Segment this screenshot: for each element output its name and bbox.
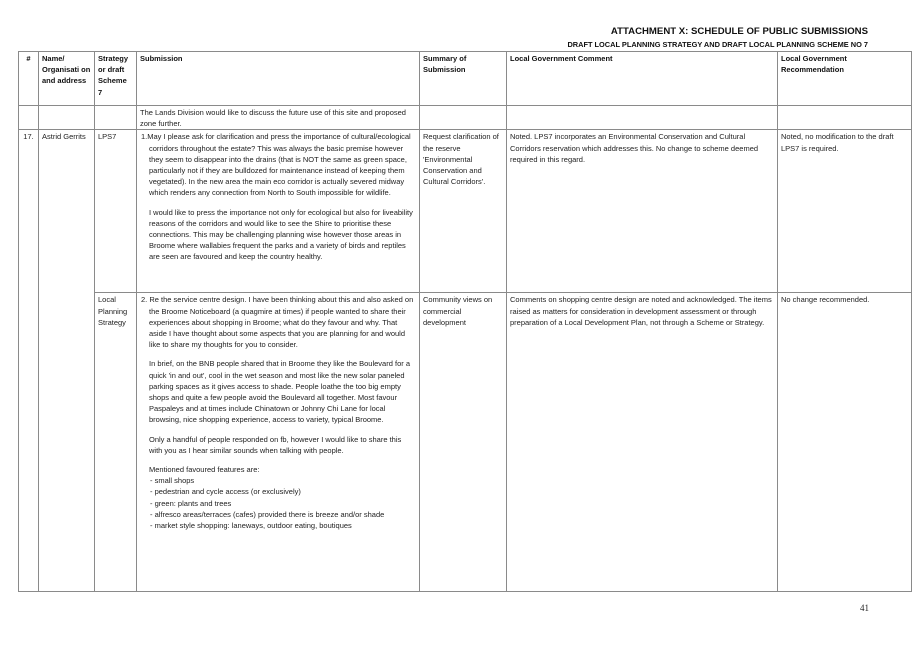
page-number: 41 [860,603,869,613]
submission-paragraph: 2. Re the service centre design. I have been thinking about this and also asked on the Broome Noticeboard (a quagmire at times) if people wanted to share their experiences about shopping in Broome; what do they favour and why. That aside I have thought about some aspects that you are planning for and would like to share my thoughts for you to consider. [141,295,416,350]
submission-text [137,293,420,592]
cell-empty [19,106,39,130]
cell-empty [507,106,778,130]
column-header-submission: Submission [137,52,420,106]
list-item: - market style shopping: laneways, outdoor eating, boutiques [150,521,352,531]
submission-paragraph: Only a handful of people responded on fb, however I would like to share this with you as I hear similar sounds when talking with people. [149,434,404,455]
list-item: - pedestrian and cycle access (or exclusively) [150,487,301,497]
features-title: Mentioned favoured features are: [149,465,260,475]
submission-text [137,130,420,293]
table-row [19,130,912,293]
submission-paragraph: I would like to press the importance not only for ecological but also for liveability reasons of the corridors and would like to see the Shire to prioritise these connections. This may be challenging planning wise however those areas in Broome where wallabies frequent the parks and a variety of birds and reptiles are seen are favoured and keep the country healthy. [149,207,415,262]
strategy-cell: LPS7 [95,130,137,293]
cell-empty [39,106,95,130]
list-item: - small shops [150,476,195,486]
column-header-summary: Summary of Submission [420,52,507,106]
document-subtitle: DRAFT LOCAL PLANNING STRATEGY AND DRAFT LOCAL PLANNING SCHEME NO 7 [567,40,868,49]
submission-continuation: The Lands Division would like to discuss the future use of this site and proposed zone further. [137,106,420,130]
table-header-row [19,52,912,106]
submission-paragraph: 1.May I please ask for clarification and press the importance of cultural/ecological corridors throughout the estate? This was always the basic premise however they seem to disappear into the drains (that is NOT the same as green space, particularly not if they are bulldozed for maintenance instead of keeping them vegetated). In the new area the main eco corridor is actually severed midway which renders any connection from North to South impossible for wildlife. [141,132,413,198]
strategy-cell: Local Planning Strategy [95,293,137,592]
cell-empty [778,106,912,130]
submissions-table [18,51,912,592]
submitter-name: Astrid Gerrits [39,130,95,592]
table-row [19,106,912,130]
comment-cell: Noted. LPS7 incorporates an Environmental Conservation and Cultural Corridors reservation which addresses this. No change to scheme deemed required in this regard. [507,130,778,293]
column-header-comment: Local Government Comment [507,52,778,106]
cell-empty [95,106,137,130]
column-header-strategy: Strategy or draft Scheme 7 [95,52,137,106]
cell-empty [420,106,507,130]
document-title: ATTACHMENT X: SCHEDULE OF PUBLIC SUBMISSIONS [610,26,868,37]
recommendation-cell: Noted, no modification to the draft LPS7 is required. [778,130,912,293]
column-header-name: Name/ Organisati on and address [39,52,95,106]
column-header-number: # [19,52,39,106]
submission-number: 17. [19,130,39,592]
recommendation-cell: No change recommended. [778,293,912,592]
table-row [19,293,912,592]
submission-paragraph: In brief, on the BNB people shared that in Broome they like the Boulevard for a quick 'in and out', cool in the wet season and most like the new solar paneled parking spaces as it gives access to shade. People loathe the too big empty shops and quite a few people avoid the Boulevard all together. Most favour Paspaleys and at times include Chinatown or Johnny Chi Lane for local browsing, nice shopping experience, access to variety, typical Broome. [149,359,413,425]
summary-cell: Community views on commercial development [420,293,507,592]
list-item: - alfresco areas/terraces (cafes) provided there is breeze and/or shade [150,509,385,519]
comment-cell: Comments on shopping centre design are noted and acknowledged. The items raised as matters for consideration in development assessment or through preparation of a Local Development Plan, not through a Scheme or Strategy. [507,293,778,592]
list-item: - green: plants and trees [150,498,232,508]
summary-cell: Request clarification of the reserve 'Environmental Conservation and Cultural Corridors'. [420,130,507,293]
column-header-recommendation: Local Government Recommendation [778,52,912,106]
